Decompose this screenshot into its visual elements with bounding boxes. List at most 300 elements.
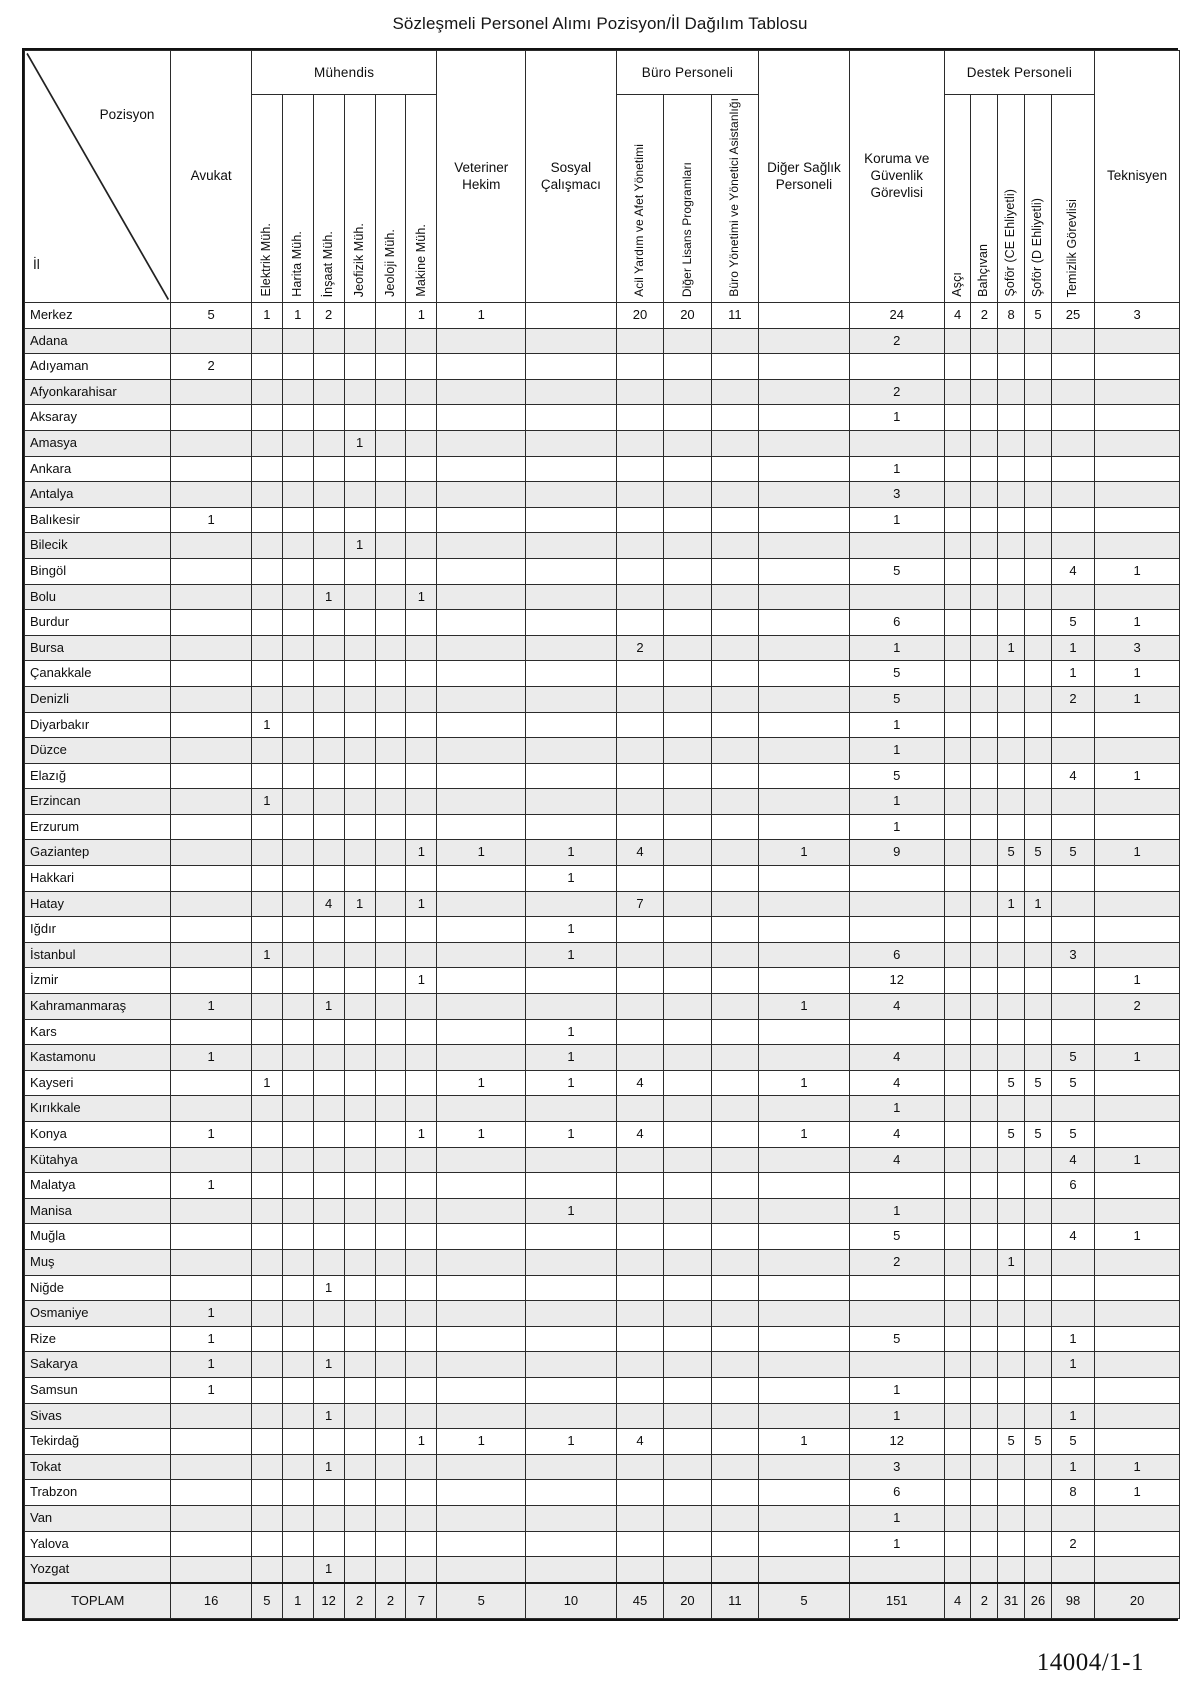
- data-cell: [711, 1301, 758, 1327]
- total-cell: 7: [406, 1583, 437, 1619]
- data-cell: [171, 456, 251, 482]
- province-name-cell: Adana: [25, 328, 171, 354]
- data-cell: [1051, 1377, 1094, 1403]
- data-cell: 5: [998, 1122, 1025, 1148]
- data-cell: [406, 917, 437, 943]
- data-cell: [998, 994, 1025, 1020]
- data-cell: [1025, 1249, 1052, 1275]
- data-cell: [971, 1019, 998, 1045]
- data-cell: [344, 1019, 375, 1045]
- data-cell: [344, 1454, 375, 1480]
- data-cell: [375, 1275, 406, 1301]
- data-cell: [616, 1275, 663, 1301]
- data-cell: [251, 1147, 282, 1173]
- data-cell: [344, 712, 375, 738]
- data-cell: [1095, 1173, 1180, 1199]
- data-cell: [437, 891, 526, 917]
- data-cell: 1: [251, 712, 282, 738]
- data-cell: [711, 635, 758, 661]
- data-cell: [1095, 814, 1180, 840]
- data-cell: [711, 1045, 758, 1071]
- data-cell: [1051, 584, 1094, 610]
- data-cell: [998, 1275, 1025, 1301]
- data-cell: [1025, 814, 1052, 840]
- data-cell: [971, 1505, 998, 1531]
- data-cell: [1051, 866, 1094, 892]
- data-cell: [998, 1454, 1025, 1480]
- data-cell: [1095, 1531, 1180, 1557]
- data-cell: 20: [664, 303, 711, 329]
- data-cell: 1: [171, 994, 251, 1020]
- data-cell: 1: [313, 1454, 344, 1480]
- data-cell: 1: [849, 1377, 944, 1403]
- data-cell: [664, 328, 711, 354]
- col-header-sofor-ce: [998, 95, 1025, 303]
- data-cell: [998, 456, 1025, 482]
- data-cell: 9: [849, 840, 944, 866]
- data-cell: [437, 405, 526, 431]
- data-cell: [849, 584, 944, 610]
- data-cell: [171, 584, 251, 610]
- data-cell: [526, 994, 617, 1020]
- data-cell: [406, 994, 437, 1020]
- data-cell: [759, 1147, 850, 1173]
- data-cell: [1095, 1019, 1180, 1045]
- data-cell: [375, 1505, 406, 1531]
- data-cell: [616, 1505, 663, 1531]
- col-header-sofor-d-text: Şoför (D Ehliyetli): [1030, 197, 1045, 297]
- col-header-sofor-ce-text: Şoför (CE Ehliyetli): [1003, 189, 1018, 297]
- col-header-elektrik-muh-text: Elektrik Müh.: [258, 223, 273, 297]
- data-cell: [998, 1147, 1025, 1173]
- data-cell: [664, 482, 711, 508]
- data-cell: [1095, 1377, 1180, 1403]
- data-cell: [759, 1352, 850, 1378]
- table-row: [25, 635, 1180, 661]
- data-cell: [1095, 1301, 1180, 1327]
- data-cell: [759, 814, 850, 840]
- table-body: [25, 303, 1180, 1619]
- data-cell: [759, 584, 850, 610]
- data-cell: [759, 482, 850, 508]
- data-cell: [406, 866, 437, 892]
- data-cell: [171, 635, 251, 661]
- data-cell: [849, 1301, 944, 1327]
- data-cell: [251, 1557, 282, 1583]
- data-cell: [849, 1275, 944, 1301]
- data-cell: [1025, 1480, 1052, 1506]
- data-cell: [344, 994, 375, 1020]
- table-row: [25, 917, 1180, 943]
- data-cell: [251, 1301, 282, 1327]
- data-cell: [1051, 968, 1094, 994]
- data-cell: 5: [849, 661, 944, 687]
- data-cell: [944, 840, 971, 866]
- data-cell: 1: [171, 1377, 251, 1403]
- data-cell: [971, 1352, 998, 1378]
- data-cell: [944, 1173, 971, 1199]
- data-cell: [313, 1198, 344, 1224]
- table-row: [25, 968, 1180, 994]
- data-cell: [1025, 763, 1052, 789]
- data-cell: [971, 917, 998, 943]
- table-row: [25, 866, 1180, 892]
- data-cell: [849, 1173, 944, 1199]
- data-cell: 1: [759, 1070, 850, 1096]
- data-cell: [375, 1224, 406, 1250]
- data-cell: [971, 558, 998, 584]
- data-cell: [1025, 712, 1052, 738]
- data-cell: [406, 738, 437, 764]
- data-cell: [437, 1173, 526, 1199]
- data-cell: [526, 712, 617, 738]
- data-cell: [971, 763, 998, 789]
- data-cell: [998, 942, 1025, 968]
- data-cell: 1: [437, 1429, 526, 1455]
- data-cell: [998, 1019, 1025, 1045]
- data-cell: [282, 1557, 313, 1583]
- data-cell: [616, 507, 663, 533]
- data-cell: [998, 1301, 1025, 1327]
- data-cell: [1095, 789, 1180, 815]
- data-cell: [711, 942, 758, 968]
- data-cell: [849, 1557, 944, 1583]
- data-cell: [616, 1454, 663, 1480]
- data-cell: [251, 763, 282, 789]
- data-cell: [406, 814, 437, 840]
- data-cell: 4: [849, 1045, 944, 1071]
- table-row: [25, 1531, 1180, 1557]
- col-header-insaat-muh-text: İnşaat Müh.: [320, 230, 335, 297]
- data-cell: [282, 1429, 313, 1455]
- distribution-table-container: [22, 48, 1178, 1621]
- data-cell: 1: [406, 840, 437, 866]
- data-cell: [944, 430, 971, 456]
- data-cell: [375, 533, 406, 559]
- province-name-cell: Rize: [25, 1326, 171, 1352]
- data-cell: [171, 1198, 251, 1224]
- data-cell: [437, 942, 526, 968]
- data-cell: [664, 891, 711, 917]
- corner-axis-cell: [25, 51, 171, 303]
- data-cell: [171, 1480, 251, 1506]
- data-cell: [526, 1531, 617, 1557]
- data-cell: [375, 1403, 406, 1429]
- data-cell: 1: [313, 1557, 344, 1583]
- data-cell: [971, 994, 998, 1020]
- data-cell: [711, 1505, 758, 1531]
- data-cell: [251, 840, 282, 866]
- data-cell: [664, 1531, 711, 1557]
- data-cell: 8: [998, 303, 1025, 329]
- data-cell: [664, 1173, 711, 1199]
- data-cell: [1025, 1045, 1052, 1071]
- data-cell: [1095, 1403, 1180, 1429]
- data-cell: [998, 533, 1025, 559]
- data-cell: [711, 456, 758, 482]
- table-row: [25, 1505, 1180, 1531]
- data-cell: [282, 1045, 313, 1071]
- data-cell: [664, 1198, 711, 1224]
- data-cell: [1095, 328, 1180, 354]
- table-row: [25, 1173, 1180, 1199]
- data-cell: [526, 379, 617, 405]
- data-cell: [313, 635, 344, 661]
- data-cell: [526, 968, 617, 994]
- data-cell: [282, 994, 313, 1020]
- data-cell: 2: [849, 1249, 944, 1275]
- col-header-acil-yardim-text: Acil Yardım ve Afet Yönetimi: [632, 144, 647, 297]
- data-cell: [437, 482, 526, 508]
- data-cell: [664, 1480, 711, 1506]
- data-cell: [1095, 1122, 1180, 1148]
- page-title: Sözleşmeli Personel Alımı Pozisyon/İl Dağılım Tablosu: [392, 14, 808, 33]
- table-row: [25, 1070, 1180, 1096]
- data-cell: [1025, 1096, 1052, 1122]
- data-cell: [998, 968, 1025, 994]
- col-header-harita-muh-text: Harita Müh.: [289, 231, 304, 297]
- col-group-buro-personeli: Büro Personeli: [616, 51, 758, 95]
- data-cell: [406, 661, 437, 687]
- data-cell: [437, 968, 526, 994]
- data-cell: [406, 1173, 437, 1199]
- data-cell: [437, 1403, 526, 1429]
- data-cell: 1: [1051, 635, 1094, 661]
- col-header-koruma-guvenlik-gorevlisi: Koruma ve Güvenlik Görevlisi: [849, 51, 944, 303]
- province-name-cell: Muğla: [25, 1224, 171, 1250]
- table-row: [25, 1557, 1180, 1583]
- data-cell: [971, 1557, 998, 1583]
- data-cell: [971, 1096, 998, 1122]
- data-cell: [526, 328, 617, 354]
- data-cell: [998, 354, 1025, 380]
- col-header-jeofizik-muh: [344, 95, 375, 303]
- data-cell: [375, 1070, 406, 1096]
- data-cell: [711, 1249, 758, 1275]
- province-name-cell: Erzincan: [25, 789, 171, 815]
- col-header-diger-lisans-programlari: [664, 95, 711, 303]
- data-cell: [711, 610, 758, 636]
- data-cell: [375, 994, 406, 1020]
- data-cell: [344, 738, 375, 764]
- data-cell: [1051, 1096, 1094, 1122]
- data-cell: [944, 789, 971, 815]
- data-cell: [375, 635, 406, 661]
- data-cell: [759, 1301, 850, 1327]
- data-cell: 4: [616, 1070, 663, 1096]
- data-cell: [171, 379, 251, 405]
- data-cell: 2: [313, 303, 344, 329]
- data-cell: [971, 482, 998, 508]
- data-cell: [251, 1505, 282, 1531]
- data-cell: 5: [1051, 840, 1094, 866]
- data-cell: [251, 1045, 282, 1071]
- data-cell: 20: [616, 303, 663, 329]
- province-name-cell: Diyarbakır: [25, 712, 171, 738]
- data-cell: [944, 1505, 971, 1531]
- data-cell: [759, 686, 850, 712]
- data-cell: [616, 456, 663, 482]
- data-cell: [344, 866, 375, 892]
- data-cell: [664, 968, 711, 994]
- data-cell: [437, 1352, 526, 1378]
- data-cell: [375, 584, 406, 610]
- data-cell: [406, 1070, 437, 1096]
- data-cell: [437, 354, 526, 380]
- data-cell: [375, 610, 406, 636]
- data-cell: [375, 430, 406, 456]
- data-cell: [375, 840, 406, 866]
- total-cell: 4: [944, 1583, 971, 1619]
- data-cell: [998, 1505, 1025, 1531]
- data-cell: [282, 1224, 313, 1250]
- data-cell: 1: [849, 789, 944, 815]
- data-cell: [313, 482, 344, 508]
- data-cell: [282, 942, 313, 968]
- data-cell: [526, 686, 617, 712]
- data-cell: [1095, 482, 1180, 508]
- data-cell: [437, 1377, 526, 1403]
- col-header-asci-text: Aşçı: [949, 272, 964, 297]
- data-cell: [1051, 1275, 1094, 1301]
- data-cell: [282, 584, 313, 610]
- data-cell: [282, 610, 313, 636]
- data-cell: [759, 866, 850, 892]
- data-cell: [171, 814, 251, 840]
- data-cell: [313, 661, 344, 687]
- data-cell: [251, 1096, 282, 1122]
- data-cell: [344, 1557, 375, 1583]
- data-cell: [616, 661, 663, 687]
- data-cell: [437, 1198, 526, 1224]
- table-row: [25, 482, 1180, 508]
- data-cell: [1095, 866, 1180, 892]
- data-cell: [971, 1403, 998, 1429]
- data-cell: [1025, 661, 1052, 687]
- data-cell: [759, 610, 850, 636]
- data-cell: [944, 405, 971, 431]
- data-cell: [944, 456, 971, 482]
- data-cell: [437, 610, 526, 636]
- data-cell: 3: [1095, 635, 1180, 661]
- table-row: [25, 456, 1180, 482]
- province-name-cell: Ankara: [25, 456, 171, 482]
- data-cell: [1051, 1557, 1094, 1583]
- data-cell: [375, 661, 406, 687]
- data-cell: 1: [998, 891, 1025, 917]
- data-cell: [344, 840, 375, 866]
- data-cell: [437, 507, 526, 533]
- data-cell: [664, 840, 711, 866]
- table-row: [25, 994, 1180, 1020]
- data-cell: [282, 968, 313, 994]
- data-cell: [251, 379, 282, 405]
- province-name-cell: Merkez: [25, 303, 171, 329]
- data-cell: [344, 635, 375, 661]
- province-name-cell: Erzurum: [25, 814, 171, 840]
- data-cell: [664, 610, 711, 636]
- data-cell: [664, 1096, 711, 1122]
- table-row: [25, 1019, 1180, 1045]
- total-cell: 5: [759, 1583, 850, 1619]
- data-cell: 1: [251, 303, 282, 329]
- data-cell: 5: [1051, 1122, 1094, 1148]
- data-cell: [344, 379, 375, 405]
- data-cell: [944, 1531, 971, 1557]
- data-cell: [759, 917, 850, 943]
- table-row: [25, 1275, 1180, 1301]
- data-cell: [344, 584, 375, 610]
- table-row: [25, 789, 1180, 815]
- data-cell: [664, 917, 711, 943]
- data-cell: [664, 763, 711, 789]
- data-cell: 1: [526, 1122, 617, 1148]
- data-cell: [375, 686, 406, 712]
- data-cell: 1: [1025, 891, 1052, 917]
- data-cell: [711, 1403, 758, 1429]
- data-cell: [616, 1403, 663, 1429]
- data-cell: [406, 482, 437, 508]
- data-cell: [944, 1019, 971, 1045]
- data-cell: [759, 1096, 850, 1122]
- data-cell: [282, 1147, 313, 1173]
- data-cell: [251, 968, 282, 994]
- data-cell: 3: [849, 482, 944, 508]
- data-cell: 1: [526, 1429, 617, 1455]
- province-name-cell: Balıkesir: [25, 507, 171, 533]
- data-cell: [971, 866, 998, 892]
- data-cell: [971, 405, 998, 431]
- province-name-cell: Kütahya: [25, 1147, 171, 1173]
- data-cell: [375, 507, 406, 533]
- data-cell: [375, 712, 406, 738]
- data-cell: [437, 1224, 526, 1250]
- data-cell: [664, 584, 711, 610]
- data-cell: 6: [1051, 1173, 1094, 1199]
- data-cell: [1025, 430, 1052, 456]
- province-name-cell: Denizli: [25, 686, 171, 712]
- data-cell: [313, 968, 344, 994]
- table-row: [25, 1352, 1180, 1378]
- data-cell: 5: [1025, 840, 1052, 866]
- data-cell: [998, 610, 1025, 636]
- table-row: [25, 1480, 1180, 1506]
- data-cell: 5: [849, 1326, 944, 1352]
- data-cell: [406, 1454, 437, 1480]
- data-cell: [944, 1096, 971, 1122]
- data-cell: [711, 814, 758, 840]
- data-cell: [849, 866, 944, 892]
- data-cell: [406, 1505, 437, 1531]
- table-row: [25, 1096, 1180, 1122]
- data-cell: [406, 405, 437, 431]
- data-cell: [1025, 917, 1052, 943]
- data-cell: [406, 1249, 437, 1275]
- data-cell: [711, 661, 758, 687]
- data-cell: [998, 1173, 1025, 1199]
- data-cell: [971, 712, 998, 738]
- data-cell: [406, 1326, 437, 1352]
- data-cell: [437, 866, 526, 892]
- data-cell: [171, 968, 251, 994]
- data-cell: [1051, 789, 1094, 815]
- data-cell: 4: [1051, 1147, 1094, 1173]
- data-cell: [437, 1147, 526, 1173]
- data-cell: [313, 1429, 344, 1455]
- data-cell: [1051, 405, 1094, 431]
- data-cell: [944, 1275, 971, 1301]
- data-cell: [1051, 917, 1094, 943]
